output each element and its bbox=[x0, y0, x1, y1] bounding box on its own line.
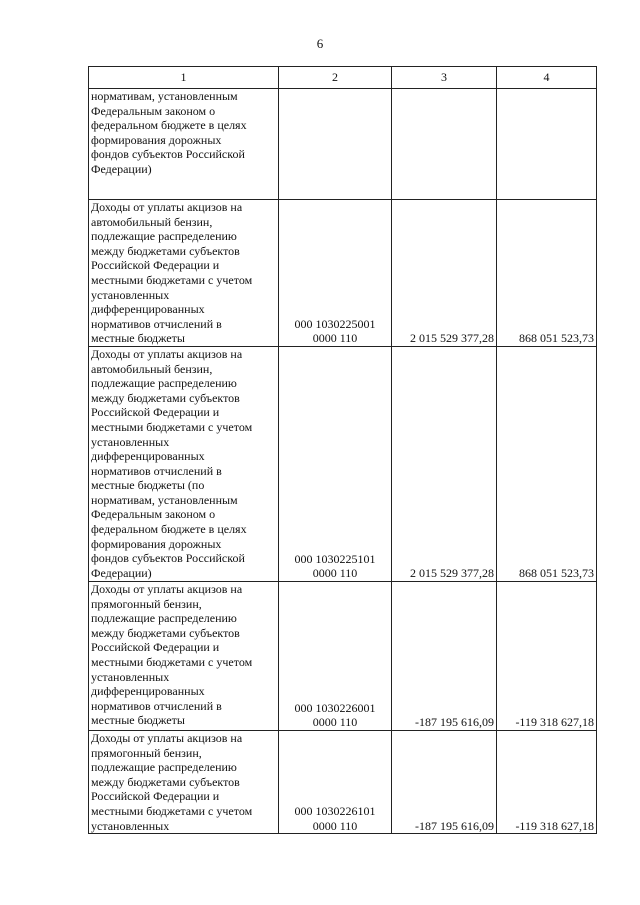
row-code bbox=[279, 200, 392, 347]
row-value-col4: -119 318 627,18 bbox=[497, 581, 597, 730]
row-description bbox=[89, 346, 279, 581]
row-description bbox=[89, 730, 279, 833]
row-code bbox=[279, 730, 392, 833]
row-code-text: 000 1030225001 0000 110 bbox=[294, 316, 376, 346]
row-code bbox=[279, 346, 392, 581]
row-code bbox=[279, 89, 392, 200]
row-value-col4: 868 051 523,73 bbox=[497, 346, 597, 581]
table-row bbox=[89, 730, 597, 833]
row-value-col3: 2 015 529 377,28 bbox=[392, 200, 497, 347]
row-description-text: Доходы от уплаты акцизов на автомобильный бензин, подлежащие распределению между бюджетами субъектов Российской Федерации и местными бюджетами с учетом установленных дифференцированных нормативов отчислений в местные бюджеты bbox=[91, 200, 253, 346]
row-description-text: Доходы от уплаты акцизов на автомобильный бензин, подлежащие распределению между бюджетами субъектов Российской Федерации и местными бюджетами с учетом установленных дифференцированных нормативов отчислений в местные бюджеты (по нормативам, установленным Федеральным законом о федеральном бюджете в целях формирования дорожных фондов субъектов Российской Федерации) bbox=[91, 346, 253, 580]
row-value-col4: 868 051 523,73 bbox=[497, 200, 597, 347]
column-header: 2 bbox=[279, 67, 392, 89]
row-value-col4: -119 318 627,18 bbox=[497, 730, 597, 833]
row-value-col4 bbox=[497, 89, 597, 200]
row-code-text: 000 1030225101 0000 110 bbox=[294, 551, 376, 581]
row-description-text: нормативам, установленным Федеральным законом о федеральном бюджете в целях формирования дорожных фондов субъектов Российской Федерации) bbox=[91, 89, 247, 176]
table-row bbox=[89, 89, 597, 200]
row-description-text: Доходы от уплаты акцизов на прямогонный бензин, подлежащие распределению между бюджетами субъектов Российской Федерации и местными бюджетами с учетом установленных bbox=[91, 730, 253, 833]
column-header: 1 bbox=[89, 67, 279, 89]
table-row bbox=[89, 200, 597, 347]
table-row bbox=[89, 346, 597, 581]
column-header: 3 bbox=[392, 67, 497, 89]
row-code-text: 000 1030226101 0000 110 bbox=[294, 803, 376, 833]
row-value-col3 bbox=[392, 89, 497, 200]
row-value-col3: -187 195 616,09 bbox=[392, 730, 497, 833]
revenue-table bbox=[88, 66, 597, 834]
row-code bbox=[279, 581, 392, 730]
row-description-text: Доходы от уплаты акцизов на прямогонный бензин, подлежащие распределению между бюджетами субъектов Российской Федерации и местными бюджетами с учетом установленных дифференцированных нормативов отчислений в местные бюджеты bbox=[91, 581, 253, 728]
row-code-text: 000 1030226001 0000 110 bbox=[294, 700, 376, 730]
column-header: 4 bbox=[497, 67, 597, 89]
row-description bbox=[89, 89, 279, 200]
page-number: 6 bbox=[316, 36, 324, 51]
row-value-col3: -187 195 616,09 bbox=[392, 581, 497, 730]
row-description bbox=[89, 200, 279, 347]
table-row bbox=[89, 581, 597, 730]
table-header-row bbox=[89, 67, 597, 89]
row-value-col3: 2 015 529 377,28 bbox=[392, 346, 497, 581]
row-description bbox=[89, 581, 279, 730]
